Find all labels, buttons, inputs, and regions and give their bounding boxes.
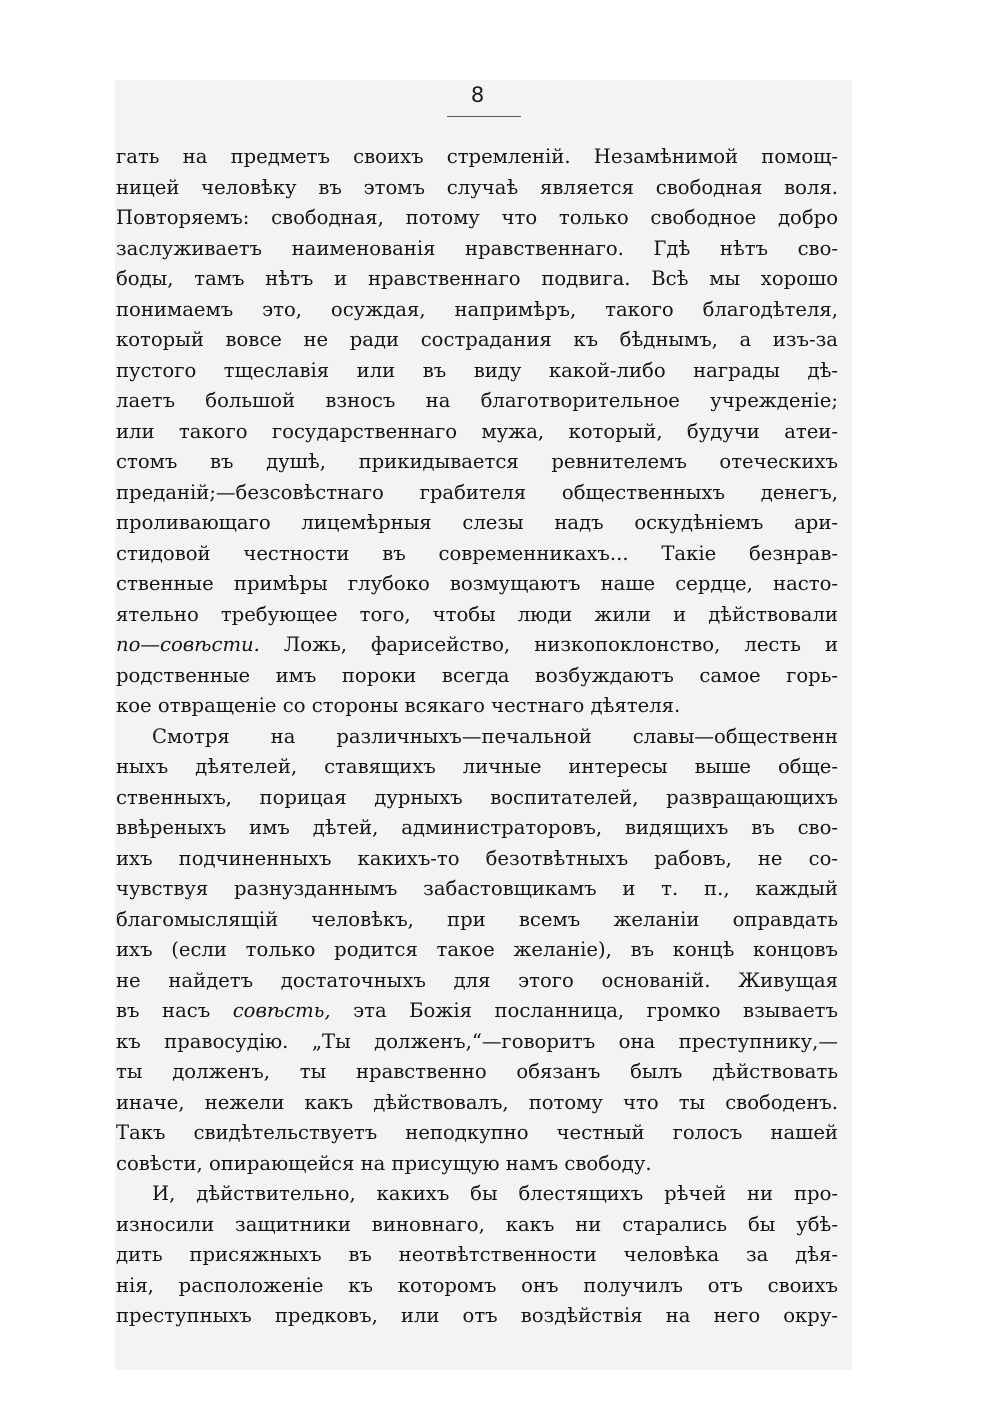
text-line: стомъ въ душѣ, прикидывается ревнителемъ отеческихъ — [116, 450, 838, 473]
text-line: стидовой честности въ современникахъ... Такіе безнрав- — [116, 541, 838, 565]
text-line: Смотря на различныхъ—печальной славы—общественн — [152, 724, 838, 748]
text-line: къ правосудію. „Ты долженъ,“—говоритъ она преступнику,— — [116, 1029, 838, 1053]
text-fragment: въ насъ — [116, 999, 233, 1022]
text-line: ввѣреныхъ имъ дѣтей, администраторовъ, видящихъ въ сво- — [116, 816, 838, 839]
text-line: или такого государственнаго мужа, который, будучи атеи- — [116, 419, 838, 443]
text-line: лаетъ большой взносъ на благотворительное учрежденіе; — [116, 389, 838, 412]
text-line-mixed — [116, 996, 838, 1027]
text-line: Такъ свидѣтельствуетъ неподкупно честный голосъ нашей — [116, 1121, 838, 1144]
text-line-mixed — [116, 630, 838, 661]
paragraph-3 — [116, 1179, 838, 1332]
text-line: ственные примѣры глубоко возмущаютъ наше сердце, насто- — [116, 572, 838, 595]
text-line: заслуживаетъ наименованія нравственнаго. Гдѣ нѣтъ сво- — [116, 236, 838, 260]
text-line: чувствуя разнузданнымъ забастовщикамъ и т. п., каждый — [116, 877, 838, 900]
page-number-rule — [447, 116, 521, 117]
text-line: гать на предметъ своихъ стремленій. Незамѣнимой помощ- — [116, 145, 838, 168]
text-line: ственныхъ, порицая дурныхъ воспитателей, развращающихъ — [116, 785, 838, 809]
text-line: ты долженъ, ты нравственно обязанъ былъ дѣйствовать — [116, 1060, 838, 1083]
paragraph-2 — [116, 722, 838, 1180]
text-line: пустого тщеславія или въ виду какой-либо награды дѣ- — [116, 358, 838, 382]
text-line: дить присяжныхъ въ неотвѣтственности человѣка за дѣя- — [116, 1243, 838, 1266]
text-line: И, дѣйствительно, какихъ бы блестящихъ рѣчей ни про- — [152, 1182, 838, 1205]
text-line: Повторяемъ: свободная, потому что только свободное добро — [116, 206, 838, 229]
text-line: совѣсти, опирающейся на присущую намъ свободу. — [116, 1151, 652, 1175]
text-line: преданій;—безсовѣстнаго грабителя общественныхъ денегъ, — [116, 480, 838, 504]
text-line: благомыслящій человѣкъ, при всемъ желаніи оправдать — [116, 907, 838, 931]
text-line: ихъ (если только родится такое желаніе), въ концѣ концовъ — [116, 938, 838, 961]
text-line: износили защитники виновнаго, какъ ни старались бы убѣ- — [116, 1212, 838, 1236]
text-line: проливающаго лицемѣрныя слезы надъ оскудѣніемъ ари- — [116, 511, 838, 534]
text-fragment: эта Божія посланница, громко взываетъ — [330, 999, 838, 1022]
italic-word: совѣсть, — [232, 999, 331, 1022]
text-line: ятельно требующее того, чтобы люди жили и дѣйствовали — [116, 602, 838, 626]
text-line: родственные имъ пороки всегда возбуждаютъ самое горь- — [116, 663, 838, 687]
body-text — [116, 142, 838, 1332]
text-line: нія, расположеніе къ которомъ онъ получилъ отъ своихъ — [116, 1273, 838, 1297]
text-line: ницей человѣку въ этомъ случаѣ является свободная воля. — [116, 175, 838, 199]
page-number: 8 — [470, 83, 485, 107]
text-line: кое отвращеніе со стороны всякаго честнаго дѣятеля. — [116, 694, 681, 717]
text-line: не найдетъ достаточныхъ для этого основаній. Живущая — [116, 968, 838, 992]
text-line: иначе, нежели какъ дѣйствовалъ, потому что ты свободенъ. — [116, 1090, 838, 1114]
text-line: боды, тамъ нѣтъ и нравственнаго подвига. Всѣ мы хорошо — [116, 267, 838, 290]
text-line: ихъ подчиненныхъ какихъ-то безотвѣтныхъ рабовъ, не со- — [116, 846, 838, 870]
italic-phrase: по—совѣсти. — [116, 633, 260, 656]
text-fragment: Ложь, фарисейство, низкопоклонство, лесть и — [259, 633, 838, 656]
text-line: понимаемъ это, осуждая, напримѣръ, такого благодѣтеля, — [116, 297, 838, 321]
text-line: ныхъ дѣятелей, ставящихъ личные интересы выше обще- — [116, 755, 838, 778]
paragraph-1 — [116, 142, 838, 722]
text-line: который вовсе не ради сострадания къ бѣднымъ, а изъ-за — [116, 328, 838, 351]
text-line: преступныхъ предковъ, или отъ воздѣйствія на него окру- — [116, 1304, 838, 1327]
